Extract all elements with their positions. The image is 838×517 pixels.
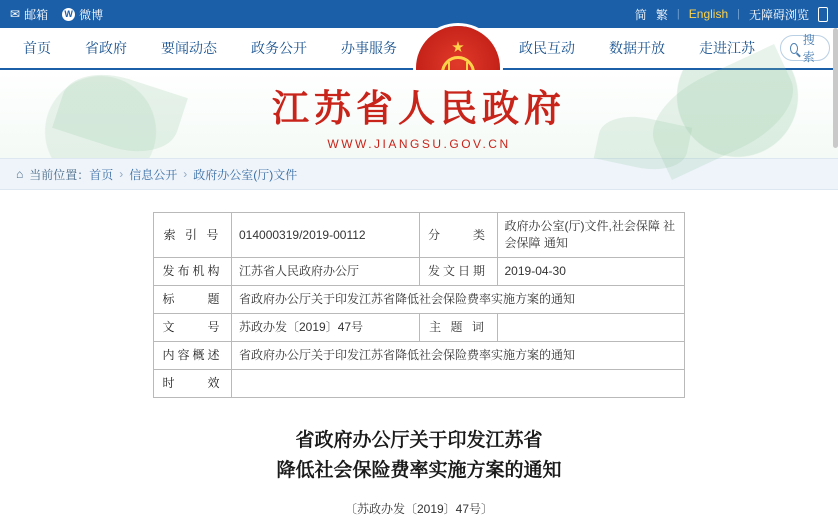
- document-content: [0, 190, 838, 517]
- meta-value-validity: [232, 370, 685, 398]
- meta-label-keywords: 主 题 词: [419, 314, 497, 342]
- mail-link[interactable]: [10, 6, 48, 23]
- search-label: 搜索: [802, 33, 815, 64]
- meta-label-index-number: 索 引 号: [154, 213, 232, 258]
- site-banner: [0, 70, 838, 158]
- meta-label-document-number: 文 号: [154, 314, 232, 342]
- top-utility-bar: [0, 0, 838, 28]
- table-row: [154, 258, 685, 286]
- weibo-icon: W: [62, 8, 75, 21]
- home-icon: ⌂: [16, 167, 24, 181]
- meta-label-publish-date: 发文日期: [419, 258, 497, 286]
- meta-value-keywords: [497, 314, 685, 342]
- breadcrumb-separator: ›: [183, 167, 188, 181]
- nav-item-about-jiangsu[interactable]: 走进江苏: [698, 40, 755, 56]
- meta-value-summary: 省政府办公厅关于印发江苏省降低社会保险费率实施方案的通知: [232, 342, 685, 370]
- meta-value-publish-date: 2019-04-30: [497, 258, 685, 286]
- meta-value-title: 省政府办公厅关于印发江苏省降低社会保险费率实施方案的通知: [232, 286, 685, 314]
- breadcrumb-separator: ›: [119, 167, 124, 181]
- topbar-separator-1: |: [676, 8, 680, 20]
- nav-item-home[interactable]: 首页: [23, 40, 51, 56]
- search-button[interactable]: [780, 33, 830, 64]
- weibo-link[interactable]: [62, 6, 103, 23]
- breadcrumb-item-disclosure[interactable]: 信息公开: [129, 167, 178, 182]
- search-icon: [790, 43, 798, 54]
- breadcrumb-item-home[interactable]: 首页: [89, 167, 114, 182]
- emblem-star-icon: ★: [451, 39, 465, 56]
- nav-right-group: [502, 27, 838, 69]
- site-url: WWW.JIANGSU.GOV.CN: [327, 136, 511, 151]
- table-row: [154, 213, 685, 258]
- document-number-subtitle: 〔苏政办发〔2019〕47号〕: [344, 502, 494, 516]
- site-title: 江苏省人民政府: [272, 88, 566, 130]
- nav-item-affairs-disclosure[interactable]: 政务公开: [251, 40, 307, 56]
- meta-value-document-number: 苏政办发〔2019〕47号: [232, 314, 420, 342]
- nav-item-news[interactable]: 要闻动态: [161, 40, 217, 56]
- mail-label: 邮箱: [24, 7, 49, 22]
- topbar-right-group: [635, 6, 828, 23]
- lang-traditional-link[interactable]: 繁: [655, 7, 668, 22]
- table-row: [154, 342, 685, 370]
- lang-simplified-link[interactable]: 简: [634, 7, 647, 22]
- breadcrumb: [0, 158, 838, 190]
- document-metadata-table: [153, 212, 685, 398]
- table-row: [154, 286, 685, 314]
- table-row: [154, 314, 685, 342]
- meta-value-index-number: 014000319/2019-00112: [232, 213, 420, 258]
- topbar-separator-2: |: [737, 8, 740, 20]
- meta-label-summary: 内容概述: [154, 342, 232, 370]
- breadcrumb-prefix: 当前位置：: [29, 167, 90, 182]
- table-row: [154, 370, 685, 398]
- meta-label-category: 分 类: [419, 213, 497, 258]
- breadcrumb-item-office-documents[interactable]: 政府办公室(厅)文件: [193, 167, 298, 182]
- nav-item-services[interactable]: 办事服务: [341, 40, 397, 56]
- meta-label-title: 标 题: [154, 286, 232, 314]
- mail-icon: ✉: [10, 7, 21, 21]
- meta-value-category: 政府办公室(厅)文件,社会保障 社会保障 通知: [497, 213, 685, 258]
- accessibility-link[interactable]: 无障碍浏览: [748, 7, 809, 22]
- weibo-label: 微博: [79, 7, 104, 22]
- banner-leaf-decoration: [52, 61, 188, 165]
- mobile-phone-icon[interactable]: [818, 7, 828, 22]
- lang-english-link[interactable]: English: [688, 7, 729, 21]
- nav-item-open-data[interactable]: 数据开放: [608, 40, 665, 56]
- main-navigation: [0, 28, 838, 70]
- document-title-line1: 省政府办公厅关于印发江苏省: [295, 430, 543, 451]
- document-title-line2: 降低社会保险费率实施方案的通知: [276, 460, 562, 481]
- nav-item-provincial-government[interactable]: 省政府: [85, 40, 127, 56]
- meta-value-publisher: 江苏省人民政府办公厅: [232, 258, 420, 286]
- page-title: [0, 426, 838, 486]
- nav-item-interaction[interactable]: 政民互动: [518, 40, 575, 56]
- meta-label-publisher: 发布机构: [154, 258, 232, 286]
- nav-left-group: [0, 27, 414, 69]
- meta-label-validity: 时 效: [154, 370, 232, 398]
- scrollbar-thumb[interactable]: [833, 28, 838, 148]
- topbar-left-group: [10, 6, 103, 23]
